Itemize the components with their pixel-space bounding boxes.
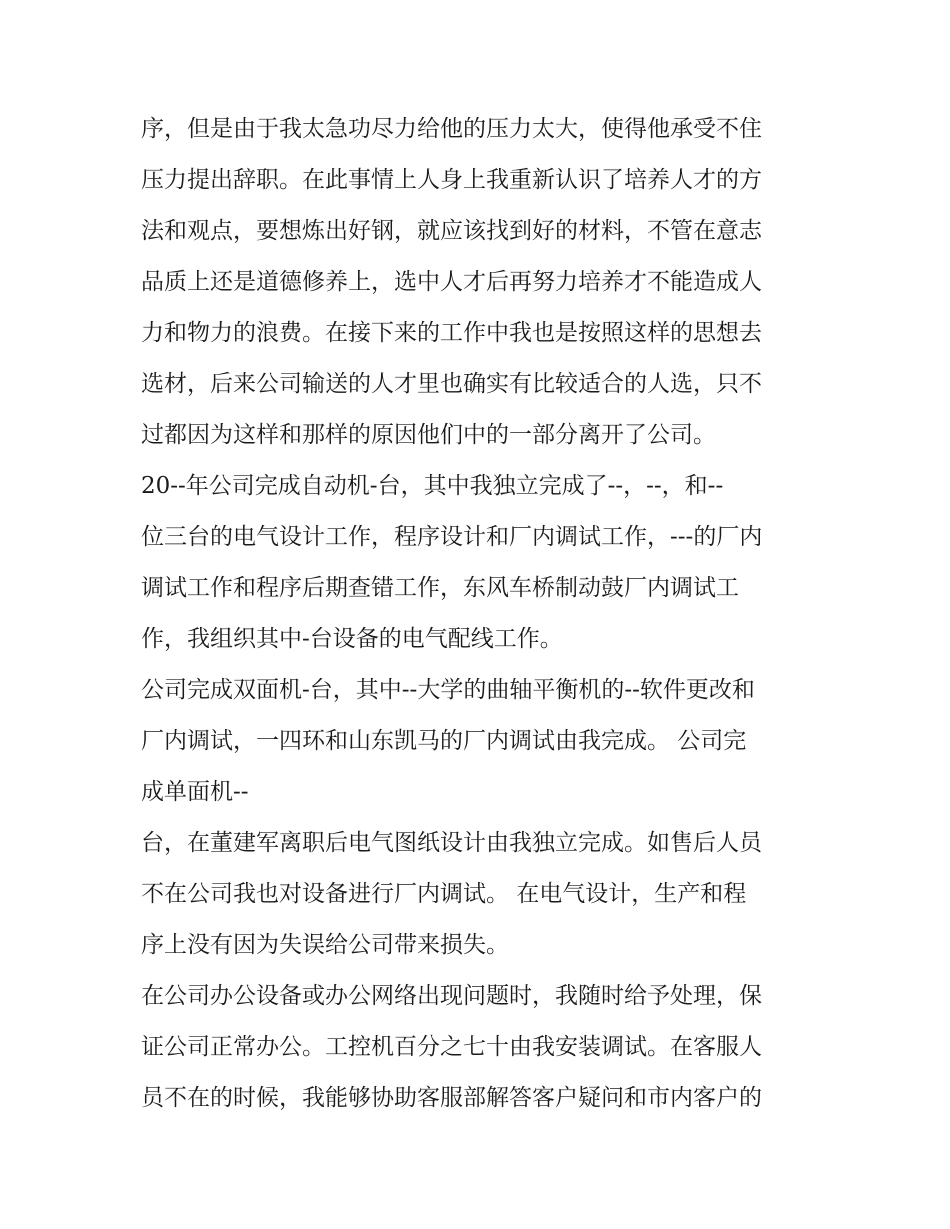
text-line: 过都因为这样和那样的原因他们中的一部分离开了公司。	[141, 422, 716, 448]
document-body	[141, 104, 821, 1124]
text-line: 不在公司我也对设备进行厂内调试。 在电气设计，生产和程	[141, 881, 747, 907]
text-line: 作，我组织其中-台设备的电气配线工作。	[141, 626, 563, 652]
text-line: 证公司正常办公。工控机百分之七十由我安装调试。在客服人	[141, 1034, 762, 1060]
text-line: 压力提出辞职。在此事情上人身上我重新认识了培养人才的方	[141, 167, 762, 193]
text-line: 厂内调试，一四环和山东凯马的厂内调试由我完成。 公司完	[141, 728, 747, 754]
text-line: 法和观点，要想炼出好钢，就应该找到好的材料，不管在意志	[141, 218, 762, 244]
text-line: 台，在董建军离职后电气图纸设计由我独立完成。如售后人员	[141, 830, 762, 856]
text-line: 20--年公司完成自动机-台，其中我独立完成了--，--，和--	[141, 473, 724, 499]
text-line: 力和物力的浪费。在接下来的工作中我也是按照这样的思想去	[141, 320, 762, 346]
text-line: 品质上还是道德修养上，选中人才后再努力培养才不能造成人	[141, 269, 762, 295]
text-line: 在公司办公设备或办公网络出现问题时，我随时给予处理，保	[141, 983, 762, 1009]
text-line: 成单面机--	[141, 779, 249, 805]
text-line: 公司完成双面机-台，其中--大学的曲轴平衡机的--软件更改和	[141, 677, 755, 703]
text-line: 位三台的电气设计工作，程序设计和厂内调试工作，---的厂内	[141, 524, 763, 550]
text-line: 序上没有因为失误给公司带来损失。	[141, 932, 509, 958]
text-line: 调试工作和程序后期查错工作，东风车桥制动鼓厂内调试工	[141, 575, 739, 601]
text-line: 员不在的时候，我能够协助客服部解答客户疑问和市内客户的	[141, 1085, 762, 1111]
text-line: 选材，后来公司输送的人才里也确实有比较适合的人选，只不	[141, 371, 762, 397]
text-line: 序，但是由于我太急功尽力给他的压力太大，使得他承受不住	[141, 116, 762, 142]
